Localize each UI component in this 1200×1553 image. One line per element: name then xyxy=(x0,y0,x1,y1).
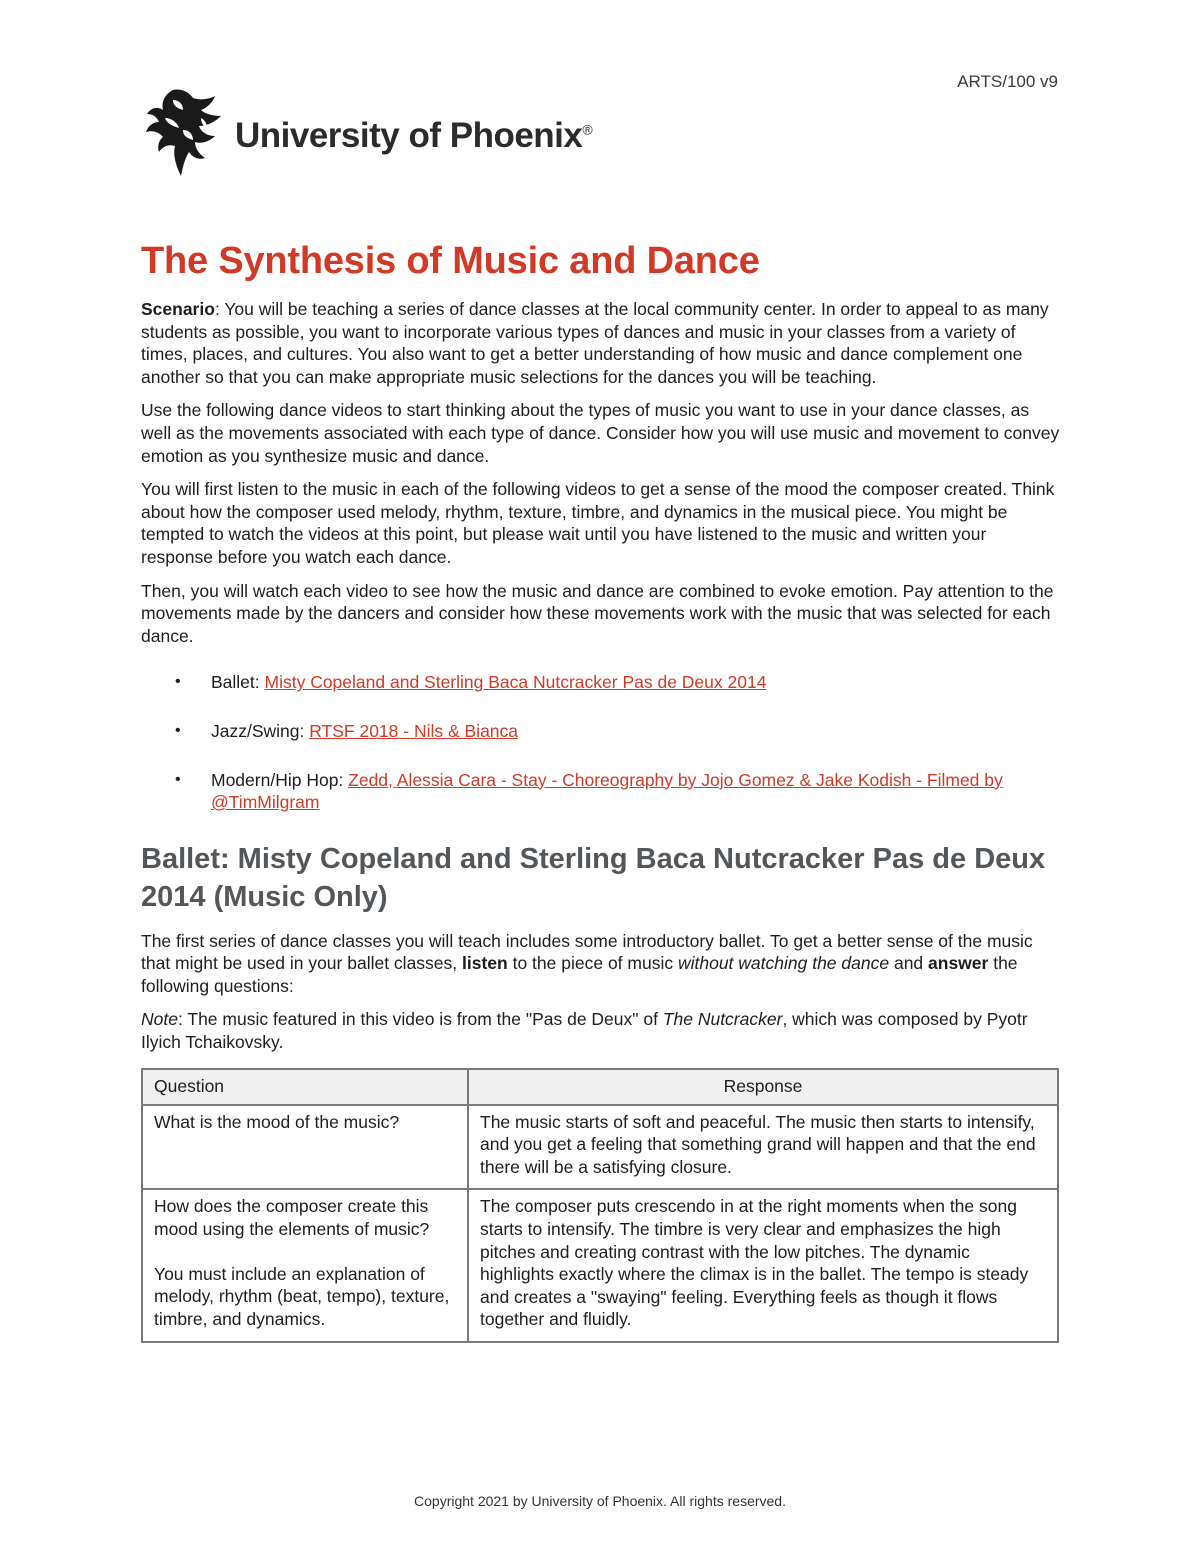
phoenix-bird-icon xyxy=(143,84,229,180)
video-list xyxy=(141,671,1061,813)
university-logo xyxy=(143,84,592,180)
bullet-icon: • xyxy=(175,770,181,788)
jazz-video-link[interactable]: RTSF 2018 - Nils & Bianca xyxy=(309,720,519,741)
column-header-question: Question xyxy=(142,1069,468,1105)
logo-wordmark: University of Phoenix® xyxy=(235,116,593,155)
question-cell: What is the mood of the music? xyxy=(142,1105,468,1190)
bullet-icon: • xyxy=(175,721,181,739)
copyright-footer: Copyright 2021 by University of Phoenix. All rights reserved. xyxy=(414,1493,786,1509)
list-item: • Jazz/Swing: RTSF 2018 - Nils & Bianca xyxy=(175,720,519,741)
question-cell: How does the composer create this mood using the elements of music? You must include an explanation of melody, rhythm (beat, tempo), texture, timbre, and dynamics. xyxy=(142,1189,468,1342)
section-heading: Ballet: Misty Copeland and Sterling Baca Nutcracker Pas de Deux 2014 (Music Only) xyxy=(141,842,1046,913)
page-title: The Synthesis of Music and Dance xyxy=(141,240,760,282)
column-header-response: Response xyxy=(468,1069,1058,1105)
document-body xyxy=(141,236,1061,1343)
response-cell[interactable]: The composer puts crescendo in at the right moments when the song starts to intensify. The timbre is very clear and emphasizes the high pitches and creating contrast with the low pitches. The dynamic highlights exactly where the climax is in the ballet. The tempo is steady and creates a "swaying" feeling. Everything feels as though it flows together and fluidly. xyxy=(468,1189,1058,1342)
list-item: • Modern/Hip Hop: Zedd, Alessia Cara - Stay - Choreography by Jojo Gomez & Jake Kodish - Filmed by @TimMilgram xyxy=(175,769,1003,813)
response-cell[interactable]: The music starts of soft and peaceful. The music then starts to intensify, and you get a feeling that something grand will happen and that the end there will be a satisfying closure. xyxy=(468,1105,1058,1190)
section-instructions: The first series of dance classes you will teach includes some introductory ballet. To get a better sense of the music that might be used in your ballet classes, listen to the piece of music without watching the dance and answer the following questions: xyxy=(141,930,1033,996)
table-row xyxy=(142,1189,1058,1342)
table-header-row xyxy=(142,1069,1058,1105)
paragraph-watch-video: Then, you will watch each video to see how the music and dance are combined to evoke emotion. Pay attention to the movements made by the dancers and consider how these movements work with the music that was selected for each dance. xyxy=(141,580,1054,646)
course-code: ARTS/100 v9 xyxy=(957,72,1058,91)
scenario-paragraph: Scenario: You will be teaching a series of dance classes at the local community center. In order to appeal to as many students as possible, you want to incorporate various types of dances and music in your classes from a variety of times, places, and cultures. You also want to get a better understanding of how music and dance complement one another so that you can make appropriate music selections for the dances you will be teaching. xyxy=(141,299,1049,387)
question-response-table xyxy=(141,1068,1059,1343)
table-row xyxy=(142,1105,1058,1190)
paragraph-videos-intro: Use the following dance videos to start thinking about the types of music you want to use in your dance classes, as well as the movements associated with each type of dance. Consider how you will use music and movement to convey emotion as you synthesize music and dance. xyxy=(141,400,1060,466)
paragraph-listen-first: You will first listen to the music in each of the following videos to get a sense of the mood the composer created. Think about how the composer used melody, rhythm, texture, timbre, and dynamics in the musical piece. You might be tempted to watch the videos at this point, but please wait until you have listened to the music and written your response before you watch each dance. xyxy=(141,479,1055,567)
hiphop-video-link[interactable]: Zedd, Alessia Cara - Stay - Choreography by Jojo Gomez & Jake Kodish - Filmed by @TimMilgram xyxy=(211,769,1003,813)
list-item: • Ballet: Misty Copeland and Sterling Baca Nutcracker Pas de Deux 2014 xyxy=(175,672,767,693)
ballet-video-link[interactable]: Misty Copeland and Sterling Baca Nutcracker Pas de Deux 2014 xyxy=(264,672,767,693)
section-note: Note: The music featured in this video is from the "Pas de Deux" of The Nutcracker, which was composed by Pyotr Ilyich Tchaikovsky. xyxy=(141,1009,1028,1053)
bullet-icon: • xyxy=(175,673,181,691)
